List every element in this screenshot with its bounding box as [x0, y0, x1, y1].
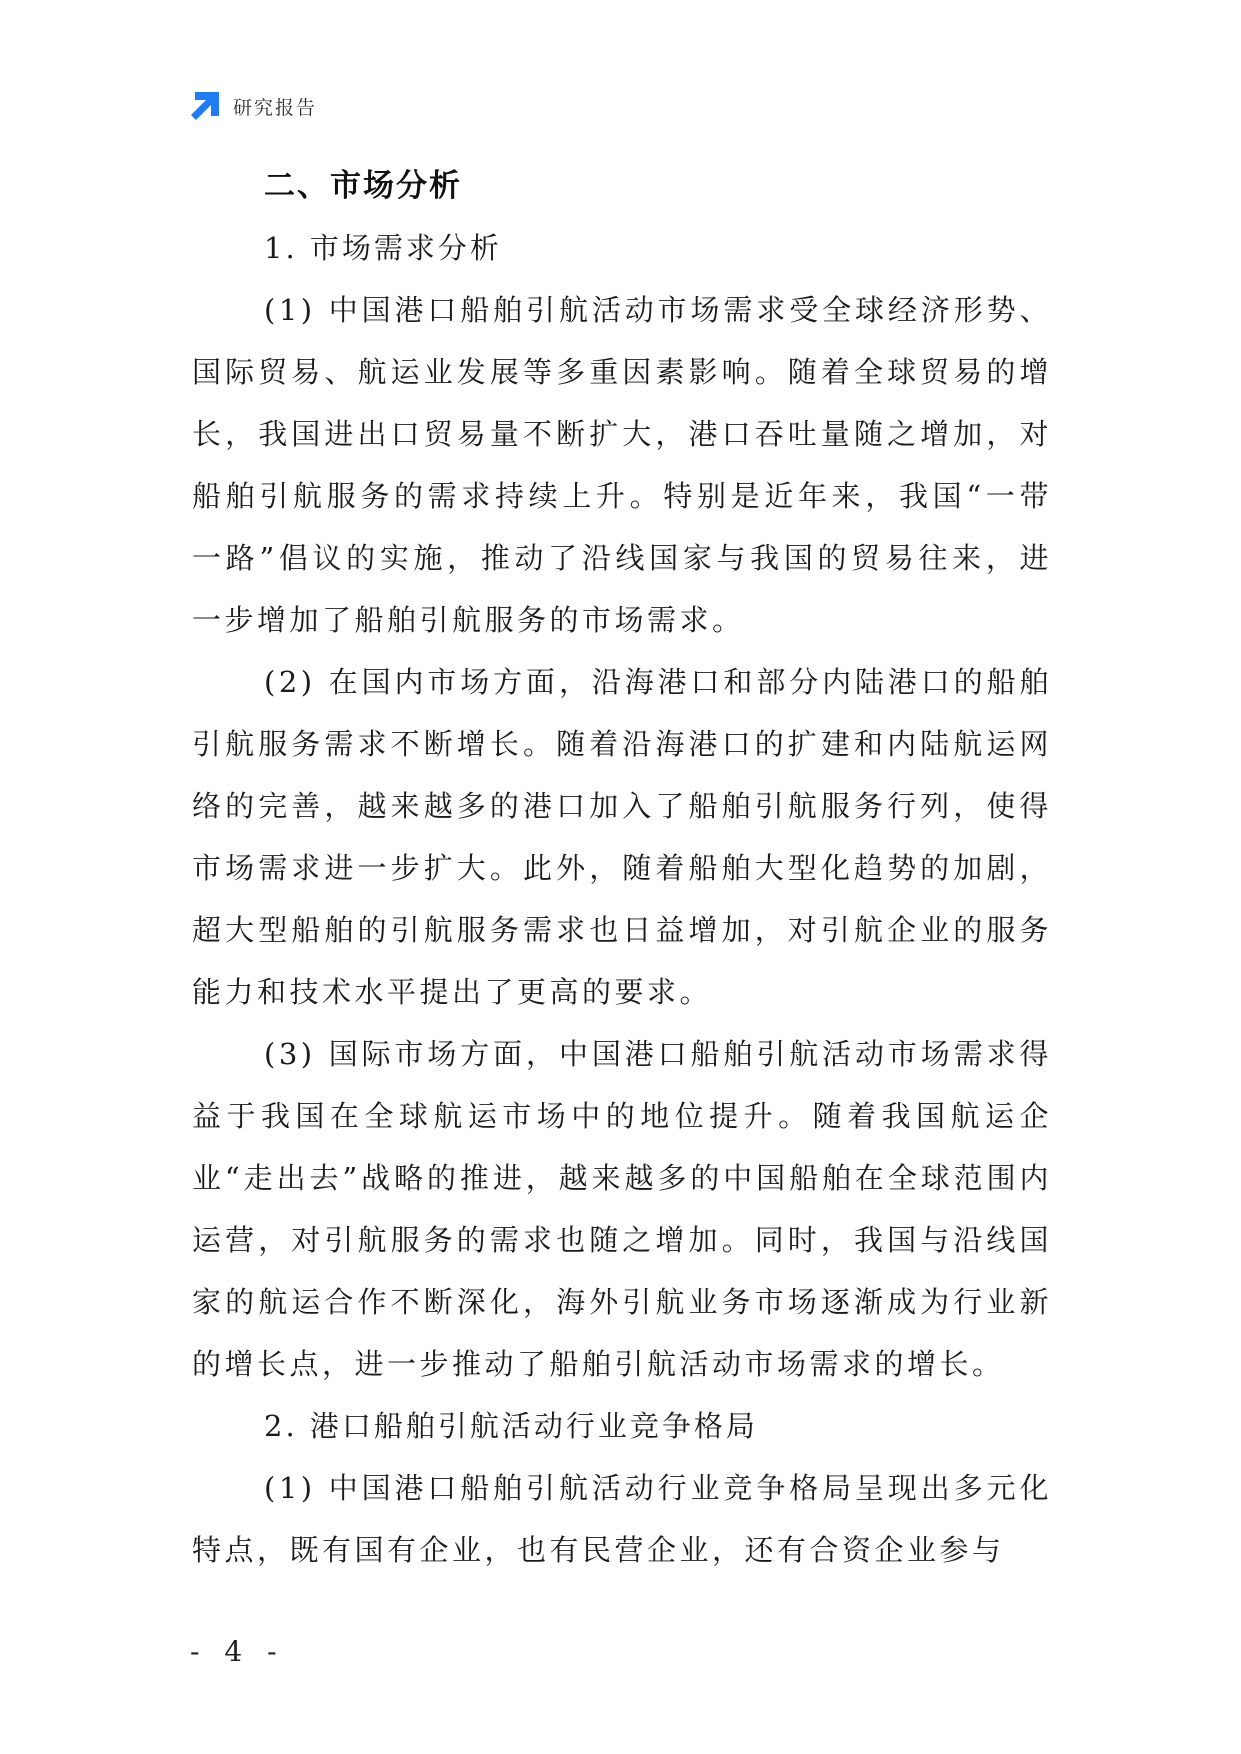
- section-title: 二、市场分析: [264, 168, 462, 204]
- subsection-heading: 2. 港口船舶引航活动行业竞争格局: [264, 1409, 758, 1443]
- paragraph: (1) 中国港口船舶引航活动市场需求受全球经济形势、国际贸易、航运业发展等多重因素影响。随着全球贸易的增长，我国进出口贸易量不断扩大，港口吞吐量随之增加，对船舶引航服务的需求持续上升。特别是近年来，我国“一带一路”倡议的实施，推动了沿线国家与我国的贸易往来，进一步增加了船舶引航服务的市场需求。: [192, 293, 1052, 637]
- page-number: - 4 -: [190, 1635, 285, 1668]
- document-body: [192, 155, 1052, 1581]
- header-label: 研究报告: [233, 96, 318, 119]
- paragraph: (1) 中国港口船舶引航活动行业竞争格局呈现出多元化特点，既有国有企业，也有民营企业，还有合资企业参与: [192, 1471, 1052, 1567]
- report-header: [189, 90, 317, 122]
- paragraph: (2) 在国内市场方面，沿海港口和部分内陆港口的船舶引航服务需求不断增长。随着沿海港口的扩建和内陆航运网络的完善，越来越多的港口加入了船舶引航服务行列，使得市场需求进一步扩大。此外，随着船舶大型化趋势的加剧，超大型船舶的引航服务需求也日益增加，对引航企业的服务能力和技术水平提出了更高的要求。: [192, 665, 1052, 1009]
- subsection-heading: 1. 市场需求分析: [264, 231, 502, 265]
- arrow-logo-icon: [189, 90, 221, 122]
- paragraph: (3) 国际市场方面，中国港口船舶引航活动市场需求得益于我国在全球航运市场中的地位提升。随着我国航运企业“走出去”战略的推进，越来越多的中国船舶在全球范围内运营，对引航服务的需求也随之增加。同时，我国与沿线国家的航运合作不断深化，海外引航业务市场逐渐成为行业新的增长点，进一步推动了船舶引航活动市场需求的增长。: [192, 1037, 1052, 1381]
